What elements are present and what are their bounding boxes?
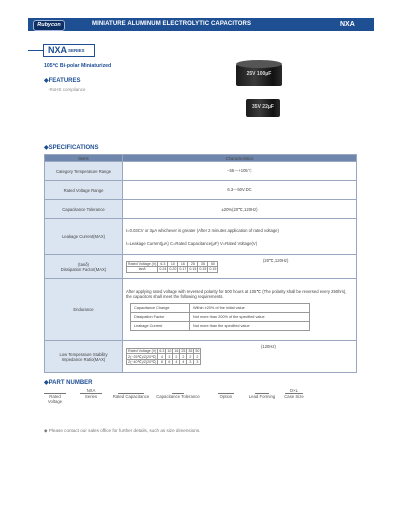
leakage-value <box>123 219 357 255</box>
col-items: Items <box>45 155 123 162</box>
lts-cell: 3 <box>166 354 173 360</box>
pn-option <box>214 388 238 399</box>
tand-value <box>123 255 357 279</box>
tand-voltage: 50 <box>208 261 218 267</box>
lts-label <box>45 341 123 373</box>
diamond-bullet-icon: ◆ <box>44 78 49 84</box>
voltage-range-value: 6.3〜50V.DC <box>123 181 357 200</box>
endurance-text: After applying rated voltage with reversed polarity for 500 hours at 105℃ (The polarity shall be reversed every 250hrs), <box>126 288 347 294</box>
temp-range-value: −55〜+105℃ <box>123 162 357 181</box>
endurance-criterion: Not more than the specified value <box>193 323 250 328</box>
endurance-item: Leakage Current <box>131 322 190 330</box>
lts-voltage: 50 <box>195 349 200 353</box>
lts-voltage: 10 <box>167 349 172 353</box>
specifications-heading-text: SPECIFICATIONS <box>48 145 99 151</box>
pn-label: Rated Capacitance <box>112 394 150 399</box>
features-heading-text: FEATURES <box>48 78 81 84</box>
lts-cell: 4 <box>180 359 187 365</box>
endurance-label: Endurance <box>45 279 123 341</box>
part-number-heading-text: PART NUMBER <box>48 380 93 386</box>
tand-voltage: 16 <box>178 261 188 267</box>
tand-voltage: 25 <box>188 261 198 267</box>
lts-voltage: 16 <box>174 349 179 353</box>
lts-condition: (120Hz) <box>261 344 276 349</box>
feature-item: ·RoHS compliance <box>48 87 86 92</box>
pn-lead-forming <box>244 388 280 399</box>
tand-row-label: tanδ <box>127 267 158 273</box>
cap-tolerance-value: ±20%(20℃,120Hz) <box>123 200 357 219</box>
brand-logo: Rubycon <box>33 20 65 31</box>
part-number-heading <box>44 379 93 386</box>
lts-cell: 2 <box>187 354 194 360</box>
capacitor-top <box>236 60 282 68</box>
pn-cap-tolerance <box>152 388 204 399</box>
tand-cell: 0.15 <box>199 267 207 272</box>
voltage-range-label: Rated Voltage Range <box>45 181 123 200</box>
capacitor-photo <box>236 58 286 96</box>
tand-condition: (20℃,120Hz) <box>263 258 289 263</box>
lts-voltage: 25 <box>181 349 186 353</box>
specifications-table <box>44 154 357 373</box>
endurance-row <box>130 313 310 322</box>
col-characteristics: Characteristics <box>123 155 357 162</box>
capacitor-body-small <box>246 99 280 117</box>
leakage-formula: I=0.03CV or 3μA whichever is greater (After 2 minutes application of rated voltage) <box>126 227 279 233</box>
tand-cell: 0.17 <box>179 267 187 272</box>
lts-row-label: Z(−25℃)/Z(20℃) <box>128 354 157 359</box>
lts-row-label: Z(−40℃)/Z(20℃) <box>128 360 157 364</box>
tand-label-symbol: (tanδ) <box>78 261 89 267</box>
tand-rv-label: Rated Voltage (V) <box>128 261 157 266</box>
endurance-row <box>130 303 310 313</box>
tand-voltage: 6.3 <box>158 261 168 267</box>
endurance-criteria <box>130 303 310 331</box>
header-series: NXA <box>340 21 355 28</box>
pn-label: Rated Voltage <box>47 394 63 404</box>
contact-note <box>44 428 200 434</box>
series-name: NXA <box>48 45 68 55</box>
lts-cell: 2 <box>173 354 180 360</box>
endurance-row <box>130 322 310 331</box>
lts-voltage: 6.3 <box>159 349 165 353</box>
lts-rv-label: Rated Voltage (V) <box>128 349 157 353</box>
series-subtitle: 105℃ Bi-polar Miniaturized <box>44 63 112 69</box>
pn-label: Option <box>219 394 233 399</box>
pn-label: Capacitance Tolerance <box>156 394 200 399</box>
lts-cell: 4 <box>173 359 180 365</box>
tand-label-text: Dissipation Factor(MAX) <box>60 266 107 272</box>
pn-label: Series <box>84 394 98 399</box>
tand-voltage: 35 <box>198 261 208 267</box>
diamond-bullet-icon: ◆ <box>44 380 49 386</box>
tand-label <box>45 255 123 279</box>
endurance-criterion: Not more than 200% of the specified value <box>193 314 265 319</box>
pn-label: Case Size <box>284 394 304 399</box>
lts-label-line2: Impedance Ratio(MAX) <box>61 356 106 362</box>
lts-cell: 2 <box>180 354 187 360</box>
lts-cell: 2 <box>194 354 201 360</box>
lts-mini-table <box>126 348 201 366</box>
endurance-item: Dissipation Factor <box>131 313 190 321</box>
catalog-title: MINIATURE ALUMINUM ELECTROLYTIC CAPACITORS <box>92 21 252 27</box>
tand-mini-table <box>126 261 218 273</box>
tand-cell: 0.15 <box>189 267 197 272</box>
pn-code: D×L <box>285 388 303 394</box>
features-heading <box>44 77 81 84</box>
feature-item-text: RoHS compliance <box>49 87 86 92</box>
endurance-text-2: the capacitors shall meet the following requirements. <box>126 293 224 299</box>
capacitor-marking-2: 35V 22μF <box>252 104 274 110</box>
endurance-value <box>123 279 357 341</box>
cap-tolerance-label: Capacitance Tolerance <box>45 200 123 219</box>
temp-range-label: Category Temperature Range <box>45 162 123 181</box>
pn-rated-capacitance <box>108 388 154 399</box>
tand-cell: 0.15 <box>209 267 217 272</box>
series-label: SERIES <box>68 48 85 53</box>
lts-cell: 3 <box>194 359 201 365</box>
badge-rule <box>28 50 43 51</box>
endurance-item: Capacitance Change <box>131 304 190 312</box>
lts-value <box>123 341 357 373</box>
part-number-scheme <box>44 388 304 408</box>
pn-rated-voltage <box>44 388 66 404</box>
pn-code: NXA <box>80 388 102 394</box>
endurance-criterion: Within ±20% of the initial value <box>193 305 245 310</box>
leakage-label: Leakage Current(MAX) <box>45 219 123 255</box>
lts-cell: 8 <box>158 359 166 365</box>
diamond-bullet-icon: ◆ <box>44 145 49 151</box>
leakage-legend: I=Leakage Current(μA) C=Rated Capacitance(μF) V=Rated Voltage(V) <box>126 240 258 246</box>
tand-cell: 0.24 <box>159 267 167 272</box>
tand-voltage: 10 <box>168 261 178 267</box>
pn-case-size <box>280 388 308 399</box>
lts-cell: 6 <box>166 359 173 365</box>
capacitor-marking-1: 25V 100μF <box>246 71 272 77</box>
lts-label-line1: Low Temperature Stability <box>59 351 108 357</box>
capacitor-photo-small <box>246 96 280 120</box>
contact-text: Please contact our sales office for further details, such as size dimensions. <box>48 428 201 433</box>
pn-series <box>80 388 102 399</box>
pn-label: Lead Forming <box>248 394 276 399</box>
lts-cell: 3 <box>187 359 194 365</box>
tand-cell: 0.20 <box>169 267 177 272</box>
lts-cell: 4 <box>158 354 166 360</box>
specifications-heading <box>44 144 99 151</box>
contact-bullet-icon: ◆ <box>44 428 48 433</box>
lts-voltage: 35 <box>188 349 193 353</box>
